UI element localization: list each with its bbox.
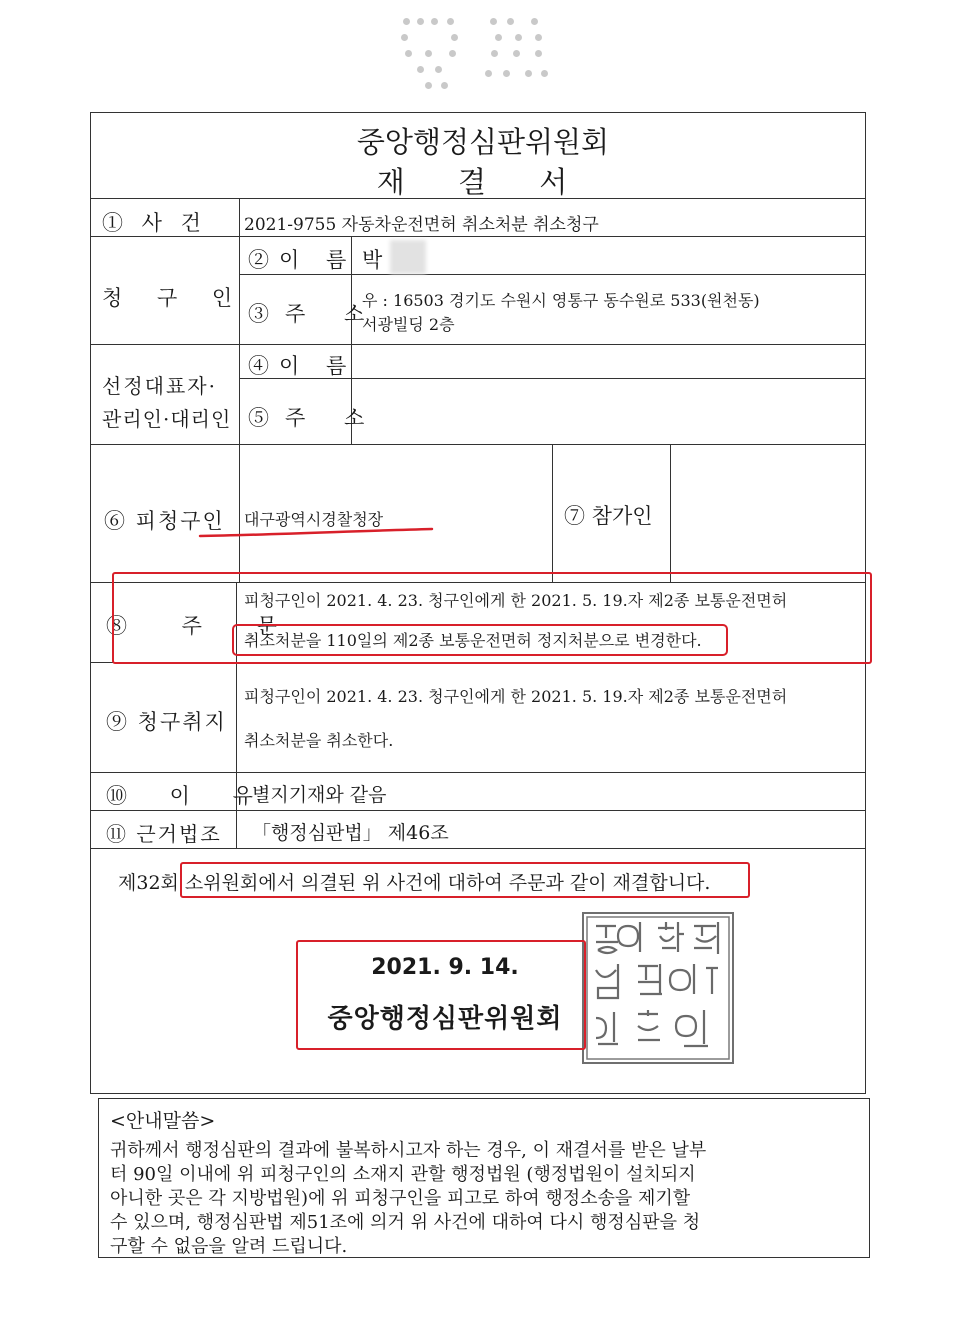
notice-line1: 귀하께서 행정심판의 결과에 불복하시고자 하는 경우, 이 재결서를 받은 날부 xyxy=(110,1140,707,1161)
notice-title: <안내말씀> xyxy=(110,1110,216,1132)
decision-statement-highlight-box xyxy=(180,862,750,898)
respondent-value: 대구광역시경찰청장 xyxy=(244,510,384,529)
decision-org: 중앙행정심판위원회 xyxy=(327,1004,563,1034)
representative-address-label: ⑤주 소 xyxy=(248,406,381,430)
respondent-label: ⑥ 피청구인 xyxy=(104,509,225,533)
reason-label: ⑩ 이 유 xyxy=(106,784,271,808)
name-redaction xyxy=(390,240,426,274)
law-label: ⑪ 근거법조 xyxy=(106,822,222,846)
intervenor-label: ⑦ 참가인 xyxy=(564,504,653,528)
claimant-name-label: ②이 름 xyxy=(248,248,357,272)
order-line1: 피청구인이 2021. 4. 23. 청구인에게 한 2021. 5. 19.자 제2종 보통운전면허 xyxy=(244,591,788,610)
date-org-highlight-box xyxy=(296,940,586,1050)
notice-line5: 구할 수 없음을 알려 드립니다. xyxy=(110,1236,348,1257)
case-label: ① 사 건 xyxy=(102,211,207,235)
decision-statement: 제32회 소위원회에서 의결된 위 사건에 대하여 주문과 같이 재결합니다. xyxy=(118,872,711,894)
purpose-label: ⑨ 청구취지 xyxy=(106,710,227,734)
claimant-address-label: ③주 소 xyxy=(248,302,381,326)
claimant-address-line2: 서광빌딩 2층 xyxy=(362,315,455,334)
claimant-address-line1: 우 : 16503 경기도 수원시 영통구 동수원로 533(원천동) xyxy=(362,291,760,310)
respondent-underline-mark xyxy=(196,524,436,540)
representative-label-line2: 관리인·대리인 xyxy=(102,407,232,431)
notice-line3: 아니한 곳은 각 지방법원)에 위 피청구인을 피고로 하여 행정소송을 제기할 xyxy=(110,1188,691,1209)
notice-line2: 터 90일 이내에 위 피청구인의 소재지 관할 행정법원 (행정법원이 설치되지 xyxy=(110,1164,696,1185)
order-line2: 취소처분을 110일의 제2종 보통운전면허 정지처분으로 변경한다. xyxy=(244,631,702,650)
purpose-line1: 피청구인이 2021. 4. 23. 청구인에게 한 2021. 5. 19.자 제2종 보통운전면허 xyxy=(244,687,788,706)
order-change-highlight-box xyxy=(232,624,728,656)
org-title: 중앙행정심판위원회 xyxy=(356,125,610,159)
representative-name-label: ④이 름 xyxy=(248,354,357,378)
perforation-marks xyxy=(395,12,555,92)
case-value: 2021-9755 자동차운전면허 취소처분 취소청구 xyxy=(244,215,599,235)
decision-date: 2021. 9. 14. xyxy=(371,955,519,980)
official-seal xyxy=(582,912,734,1064)
representative-label-line1: 선정대표자· xyxy=(102,374,217,398)
claimant-label: 청 구 인 xyxy=(102,286,247,310)
notice-line4: 수 있으며, 행정심판법 제51조에 의거 위 사건에 대하여 다시 행정심판을 청 xyxy=(110,1212,701,1233)
claimant-name-value: 박 xyxy=(362,248,383,272)
purpose-line2: 취소처분을 취소한다. xyxy=(244,731,394,750)
reason-value: 별지기재와 같음 xyxy=(252,784,387,806)
law-value: 「행정심판법」 제46조 xyxy=(252,822,449,844)
order-label: ⑧ 주 문 xyxy=(106,614,301,638)
document-title: 재 결 서 xyxy=(376,165,590,199)
